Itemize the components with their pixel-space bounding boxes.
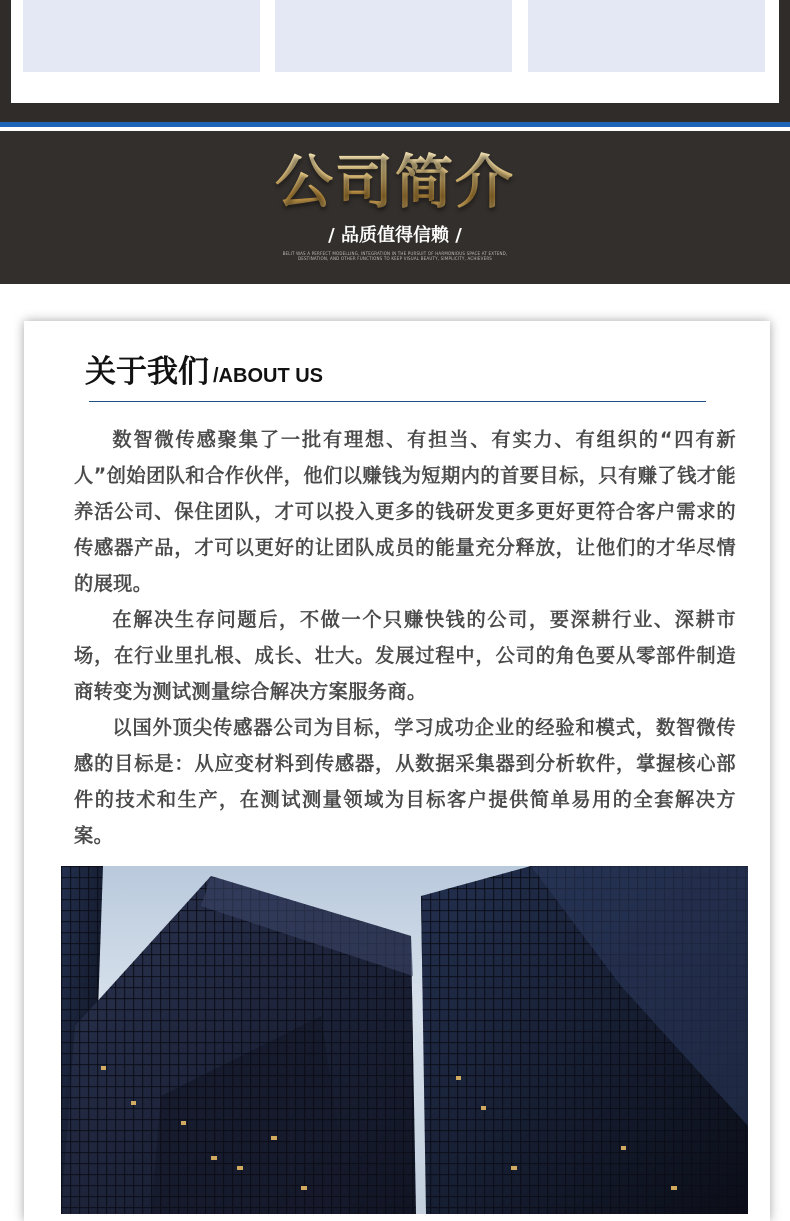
office-building-photo [61,866,748,1214]
banner-title: 公司简介 [0,147,790,217]
banner-subtitle: / 品质值得信赖 / [328,225,462,246]
banner-tagline: BELIT WAS A PERFECT MODELLING, INTEGRATION IN THE PURSUIT OF HARMONIOUS SPACE AT EXTEND, DESTINATION, AND OTHER FUNCTIONS TO KEEP VISUAL BEAUTY, SIMPLICITY, ACHIEVERS [282,251,508,261]
building-illustration [61,866,748,1214]
heading-underline [89,401,706,402]
gallery-thumbnail[interactable] [275,0,512,72]
article-paragraph: 以国外顶尖传感器公司为目标，学习成功企业的经验和模式，数智微传感的目标是：从应变材料到传感器，从数据采集器到分析软件，掌握核心部件的技术和生产，在测试测量领域为目标客户提供简单易用的全套解决方案。 [74,716,736,847]
about-title-en: /ABOUT US [213,365,323,387]
about-heading [85,346,323,390]
article-paragraph: 在解决生存问题后，不做一个只赚快钱的公司，要深耕行业、深耕市场，在行业里扎根、成长、壮大。发展过程中，公司的角色要从零部件制造商转变为测试测量综合解决方案服务商。 [74,608,736,703]
article-paragraph: 数智微传感聚集了一批有理想、有担当、有实力、有组织的“四有新人”创始团队和合作伙伴，他们以赚钱为短期内的首要目标，只有赚了钱才能养活公司、保住团队，才可以投入更多的钱研发更多更好更符合客户需求的传感器产品，才可以更好的让团队成员的能量充分释放，让他们的才华尽情的展现。 [74,428,736,595]
gallery-thumbnail[interactable] [528,0,765,72]
gallery-thumbnail[interactable] [23,0,260,72]
about-article [74,422,736,854]
about-title-cn: 关于我们 [85,354,209,390]
top-gallery-panel [11,0,779,103]
company-intro-banner [0,131,790,284]
